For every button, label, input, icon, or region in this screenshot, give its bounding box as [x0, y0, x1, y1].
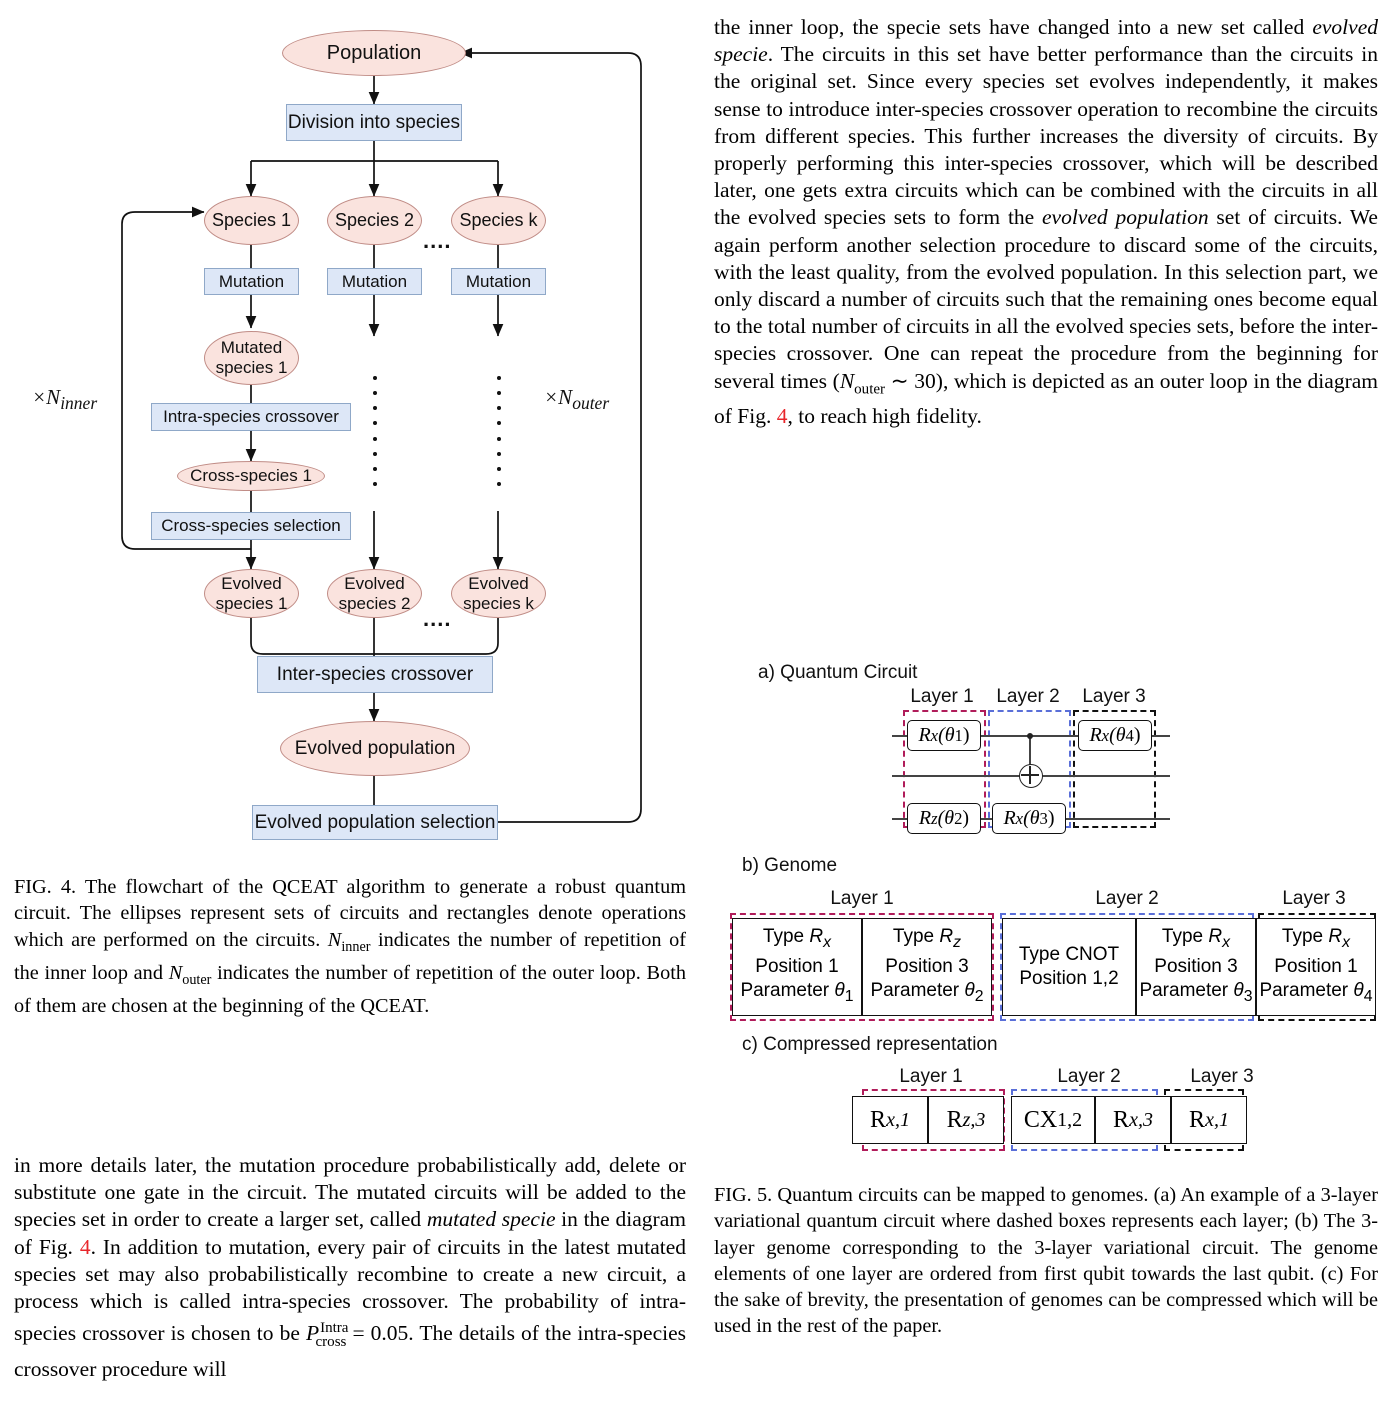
node-division-label: Division into species: [287, 111, 461, 133]
genome-cell-5-param-sym: θ: [1353, 980, 1364, 1001]
compressed-cell-1[interactable]: [852, 1096, 928, 1144]
loop-label-outer: [544, 385, 609, 414]
fig5-part-a-label: a) Quantum Circuit: [758, 662, 918, 683]
loop-label-outer-text: ×N: [544, 385, 573, 409]
node-evolved-species-2[interactable]: [327, 569, 422, 618]
genome-cell-5-param-sub: 4: [1363, 987, 1373, 1005]
gate-rx-theta1-main: R: [918, 724, 931, 746]
compressed-cell-3-sub: 1,2: [1057, 1108, 1083, 1131]
compressed-cell-1-sub: x,1: [886, 1108, 910, 1131]
genome-cell-3[interactable]: [1002, 918, 1136, 1016]
loop-label-inner-text: ×N: [32, 385, 61, 409]
cnot-control-dot: [1027, 733, 1033, 739]
fig5-figure: [714, 648, 1380, 1168]
loop-label-outer-sub: outer: [572, 393, 610, 414]
genome-cell-1-type-sub: x: [823, 934, 832, 951]
gate-rx-theta4[interactable]: [1078, 720, 1152, 751]
fig5-caption-label: FIG. 5.: [714, 1184, 773, 1206]
gate-rz-theta2[interactable]: [907, 803, 981, 834]
genome-layer-3-label: Layer 3: [1282, 888, 1346, 909]
right-column: [714, 0, 1380, 1424]
gate-rx-theta1-close: ): [962, 724, 970, 746]
node-evolved-population[interactable]: [280, 721, 470, 776]
right-body-text-2: . The circuits in this set have better performance than the circuits in the original set. Since every species set evolves independently, it makes sense to introduce inter-species crossover operation to recombine the circuits from different species. This further increases the diversity of circuits. By properly performing this inter-species crossover, which will be described later, one gets extra circuits which can be combined with the circuits in all the evolved species sets to form the: [714, 42, 1378, 230]
genome-cell-4-type: [1162, 925, 1230, 955]
right-body-text-4: ∼ 30), which is depicted as an outer loop in the diagram of Fig.: [714, 368, 1378, 429]
node-evolved-species-2-label-line1: Evolved: [344, 573, 405, 593]
genome-cell-5[interactable]: [1256, 918, 1376, 1016]
compressed-cell-5-main: R: [1189, 1106, 1206, 1133]
genome-cell-4-type-sub: x: [1222, 934, 1231, 951]
left-body-p-superscript: Intra: [320, 1320, 349, 1337]
genome-cell-1[interactable]: [732, 918, 862, 1016]
right-body-n-outer-sub: outer: [854, 380, 886, 397]
genome-cell-1-parameter: [740, 979, 853, 1009]
fig4-reference-link-right[interactable]: 4: [776, 404, 788, 429]
compressed-cell-4-main: R: [1113, 1106, 1130, 1133]
left-body-text-4: = 0.05. The details of the intra-species crossover procedure will: [14, 1321, 686, 1381]
genome-cell-1-param-pre: Parameter: [740, 980, 835, 1001]
gate-rx-theta1-sub: x: [930, 725, 939, 745]
gate-rx-theta1-argsub: 1: [954, 725, 963, 745]
gate-rx-theta3[interactable]: [992, 803, 1066, 834]
left-body-p-subscript: cross: [315, 1333, 347, 1350]
left-body-text-2: in the diagram of Fig.: [14, 1207, 686, 1259]
genome-cell-2-position: Position 3: [885, 956, 969, 977]
genome-cell-5-position: Position 1: [1274, 956, 1358, 977]
genome-cell-5-type-pre: Type: [1281, 926, 1329, 948]
genome-cell-2-param-sym: θ: [964, 980, 975, 1001]
left-body-paragraph: [14, 1152, 686, 1383]
genome-cell-4[interactable]: [1136, 918, 1256, 1016]
left-body-text-1: in more details later, the mutation procedure probabilistically add, delete or substitute one gate in the circuit. The mutated circuits will be added to the species set in order to create a larger set, called: [14, 1153, 686, 1232]
fig4-caption-text-1: The flowchart of the QCEAT algorithm to generate a robust quantum circuit. The ellipses represent sets of circuits and rectangles denote operations which are performed on the circuits.: [14, 876, 686, 951]
node-division-into-species[interactable]: [286, 104, 462, 141]
gate-rx-theta4-argsub: 4: [1125, 725, 1134, 745]
node-evolved-population-label: Evolved population: [294, 737, 456, 759]
genome-cell-4-param-sub: 3: [1243, 987, 1253, 1005]
cnot-target-icon: [1019, 764, 1043, 788]
compressed-layer-2-label: Layer 2: [1057, 1066, 1121, 1087]
node-evolved-species-2-label-line2: species 2: [338, 593, 411, 613]
fig4-caption-n-outer-sub: outer: [182, 971, 212, 988]
gate-rx-theta4-main: R: [1089, 724, 1102, 746]
gate-rz-theta2-arg: (θ: [937, 807, 955, 829]
genome-cell-2-param-sub: 2: [974, 987, 984, 1005]
evolved-row-ellipsis: ....: [423, 606, 452, 631]
fig5-part-b-label: b) Genome: [742, 855, 838, 876]
genome-layer-1-label: Layer 1: [830, 888, 894, 909]
compressed-cell-2[interactable]: [928, 1096, 1004, 1144]
genome-cell-4-param-pre: Parameter: [1139, 980, 1234, 1001]
circuit-layer-2-label: Layer 2: [996, 686, 1060, 707]
genome-cell-5-type-main: R: [1328, 926, 1343, 948]
genome-cell-4-type-pre: Type: [1161, 926, 1209, 948]
genome-cell-1-param-sym: θ: [834, 980, 845, 1001]
gate-rx-theta4-close: ): [1133, 724, 1141, 746]
genome-cell-4-position: Position 3: [1154, 956, 1238, 977]
left-body-p-symbol: P: [305, 1321, 320, 1346]
genome-cell-1-param-sub: 1: [844, 987, 854, 1005]
genome-layer-2-label: Layer 2: [1095, 888, 1159, 909]
gate-rx-theta3-argsub: 3: [1039, 808, 1048, 828]
gate-rz-theta2-sub: z: [931, 808, 938, 828]
fig4-caption-text-2: indicates the number of repetition of the inner loop and: [14, 928, 686, 984]
right-body-emphasis-2: evolved population: [1042, 205, 1209, 230]
node-cross-species-selection-label: Cross-species selection: [161, 516, 341, 535]
gate-rx-theta3-sub: x: [1015, 808, 1024, 828]
right-body-paragraph: [714, 14, 1378, 430]
genome-cell-2-type-main: R: [939, 926, 954, 948]
genome-cell-2-type: [893, 925, 961, 955]
node-intra-species-crossover-label: Intra-species crossover: [163, 407, 339, 426]
gate-rx-theta4-sub: x: [1101, 725, 1110, 745]
genome-cell-5-type: [1282, 925, 1350, 955]
species-row-ellipsis: ....: [423, 228, 452, 253]
genome-cell-5-param-pre: Parameter: [1259, 980, 1354, 1001]
node-cross-species-selection[interactable]: [151, 512, 351, 540]
node-evolved-species-1-label-line1: Evolved: [221, 573, 282, 593]
left-column: [14, 0, 690, 1424]
node-mutation-1-label: Mutation: [218, 271, 285, 291]
node-species-k-label: Species k: [459, 210, 538, 230]
fig5-part-c-label: c) Compressed representation: [742, 1034, 998, 1055]
node-mutated-species-1-label-line2: species 1: [215, 358, 288, 377]
fig4-flowchart: [14, 6, 690, 861]
genome-cell-2-param-pre: Parameter: [870, 980, 965, 1001]
node-mutation-2[interactable]: [327, 268, 422, 295]
node-species-2[interactable]: [327, 196, 422, 245]
node-evolved-population-selection[interactable]: [252, 805, 498, 840]
fig4-caption-n-inner: N: [327, 928, 342, 951]
gate-rx-theta3-close: ): [1047, 807, 1055, 829]
right-body-text-3: set of circuits. We again perform another selection procedure to discard some of the circuits, with the least quality, from the evolved population. In this selection part, we only discard a number of circuits such that the remaining ones become equal to the total number of circuits in all the evolved species sets, before the inter-species crossover. One can repeat the procedure from the beginning for several times (: [714, 205, 1378, 393]
gate-rx-theta1[interactable]: [907, 720, 981, 751]
genome-cell-4-parameter: [1139, 979, 1252, 1009]
compressed-cell-3[interactable]: [1011, 1096, 1095, 1144]
right-body-text-5: , to reach high fidelity.: [787, 404, 982, 429]
genome-cell-3-type: [1019, 943, 1119, 967]
loop-label-inner: [32, 385, 97, 414]
compressed-cell-2-main: R: [946, 1106, 963, 1133]
circuit-layer-3-label: Layer 3: [1082, 686, 1146, 707]
gate-rz-theta2-close: ): [962, 807, 970, 829]
node-species-2-label: Species 2: [334, 210, 415, 230]
genome-cell-4-param-sym: θ: [1233, 980, 1244, 1001]
node-mutation-2-label: Mutation: [341, 271, 408, 291]
node-inter-species-crossover[interactable]: [257, 656, 493, 693]
genome-cell-1-type-main: R: [809, 926, 824, 948]
circuit-layer-1-label: Layer 1: [910, 686, 974, 707]
fig5-caption-text: Quantum circuits can be mapped to genomes. (a) An example of a 3-layer variational quantum circuit where dashed boxes represents each layer; (b) The 3-layer genome corresponding to the 3-layer variational circuit. The genome elements of one layer are ordered from first qubit towards the last qubit. (c) For the sake of brevity, the presentation of genomes can be compressed which will be used in the rest of the paper.: [714, 1184, 1378, 1338]
node-evolved-species-1[interactable]: [204, 569, 299, 618]
node-mutated-species-1[interactable]: [204, 331, 299, 385]
genome-cell-2[interactable]: [862, 918, 992, 1016]
genome-cell-2-type-pre: Type: [892, 926, 940, 948]
right-body-text-1: the inner loop, the specie sets have changed into a new set called: [714, 15, 1313, 39]
node-evolved-population-selection-label: Evolved population selection: [254, 811, 496, 833]
right-body-emphasis-1: evolved specie: [714, 15, 1378, 67]
genome-cell-1-type: [763, 925, 831, 955]
node-population-label: Population: [326, 41, 422, 64]
genome-cell-3-type-main: CNOT: [1065, 944, 1120, 965]
node-inter-species-crossover-label: Inter-species crossover: [276, 663, 474, 685]
compressed-cell-5-sub: x,1: [1205, 1108, 1229, 1131]
node-mutation-1[interactable]: [204, 268, 299, 295]
gate-rz-theta2-argsub: 2: [954, 808, 963, 828]
node-population[interactable]: [282, 30, 466, 76]
fig4-caption-n-inner-sub: inner: [341, 938, 371, 955]
compressed-layer-1-label: Layer 1: [899, 1066, 963, 1087]
fig4-reference-link[interactable]: 4: [79, 1234, 91, 1259]
fig5-caption: [714, 1182, 1378, 1340]
node-mutation-k[interactable]: [451, 268, 546, 295]
left-body-text-3: . In addition to mutation, every pair of circuits in the latest mutated species set may also probabilistically recombine to create a new circuit, a process which is called intra-species crossover. The probability of intra-species crossover is chosen to be: [14, 1234, 686, 1346]
compressed-cell-2-sub: z,3: [962, 1108, 986, 1131]
loop-label-inner-sub: inner: [60, 393, 98, 414]
node-species-1-label: Species 1: [211, 210, 292, 230]
genome-cell-1-type-pre: Type: [762, 926, 810, 948]
fig4-caption-n-outer: N: [168, 961, 183, 984]
compressed-cell-4-sub: x,3: [1129, 1108, 1153, 1131]
compressed-cell-5[interactable]: [1171, 1096, 1247, 1144]
compressed-layer-3-label: Layer 3: [1190, 1066, 1254, 1087]
genome-cell-2-type-sub: z: [953, 934, 962, 951]
node-intra-species-crossover[interactable]: [151, 403, 351, 431]
node-species-k[interactable]: [451, 196, 546, 245]
compressed-cell-4[interactable]: [1095, 1096, 1171, 1144]
compressed-cell-1-main: R: [870, 1106, 887, 1133]
vertical-ellipsis-column-k: [496, 376, 501, 486]
fig4-caption-text-3: indicates the number of repetition of the outer loop. Both of them are chosen at the beginning of the QCEAT.: [14, 961, 686, 1018]
gate-rx-theta4-arg: (θ: [1109, 724, 1126, 746]
node-mutation-k-label: Mutation: [465, 271, 532, 291]
vertical-ellipsis-column-2: [372, 376, 377, 486]
genome-cell-5-parameter: [1259, 979, 1372, 1009]
genome-cell-5-type-sub: x: [1342, 934, 1351, 951]
right-body-n-outer: N: [839, 368, 855, 393]
genome-cell-1-position: Position 1: [755, 956, 839, 977]
genome-cell-3-type-pre: Type: [1018, 944, 1066, 965]
fig4-caption-label: FIG. 4.: [14, 876, 77, 898]
node-evolved-species-k-label-line2: species k: [463, 593, 534, 613]
fig4-caption: [14, 874, 686, 1020]
node-species-1[interactable]: [204, 196, 299, 245]
node-mutated-species-1-label-line1: Mutated: [220, 338, 283, 357]
node-evolved-species-1-label-line2: species 1: [215, 593, 288, 613]
gate-rx-theta3-arg: (θ: [1023, 807, 1040, 829]
node-cross-species-1[interactable]: [177, 461, 325, 491]
genome-cell-4-type-main: R: [1208, 926, 1223, 948]
node-evolved-species-k-label-line1: Evolved: [468, 573, 529, 593]
node-cross-species-1-label: Cross-species 1: [190, 466, 312, 485]
genome-cell-2-parameter: [870, 979, 983, 1009]
left-body-emphasis-1: mutated specie: [426, 1207, 556, 1232]
node-evolved-species-k[interactable]: [451, 569, 546, 618]
gate-rx-theta3-main: R: [1003, 807, 1016, 829]
compressed-cell-3-main: CX: [1023, 1106, 1058, 1133]
gate-rx-theta1-arg: (θ: [938, 724, 955, 746]
genome-cell-3-position: Position 1,2: [1019, 968, 1119, 989]
gate-rz-theta2-main: R: [918, 807, 932, 829]
